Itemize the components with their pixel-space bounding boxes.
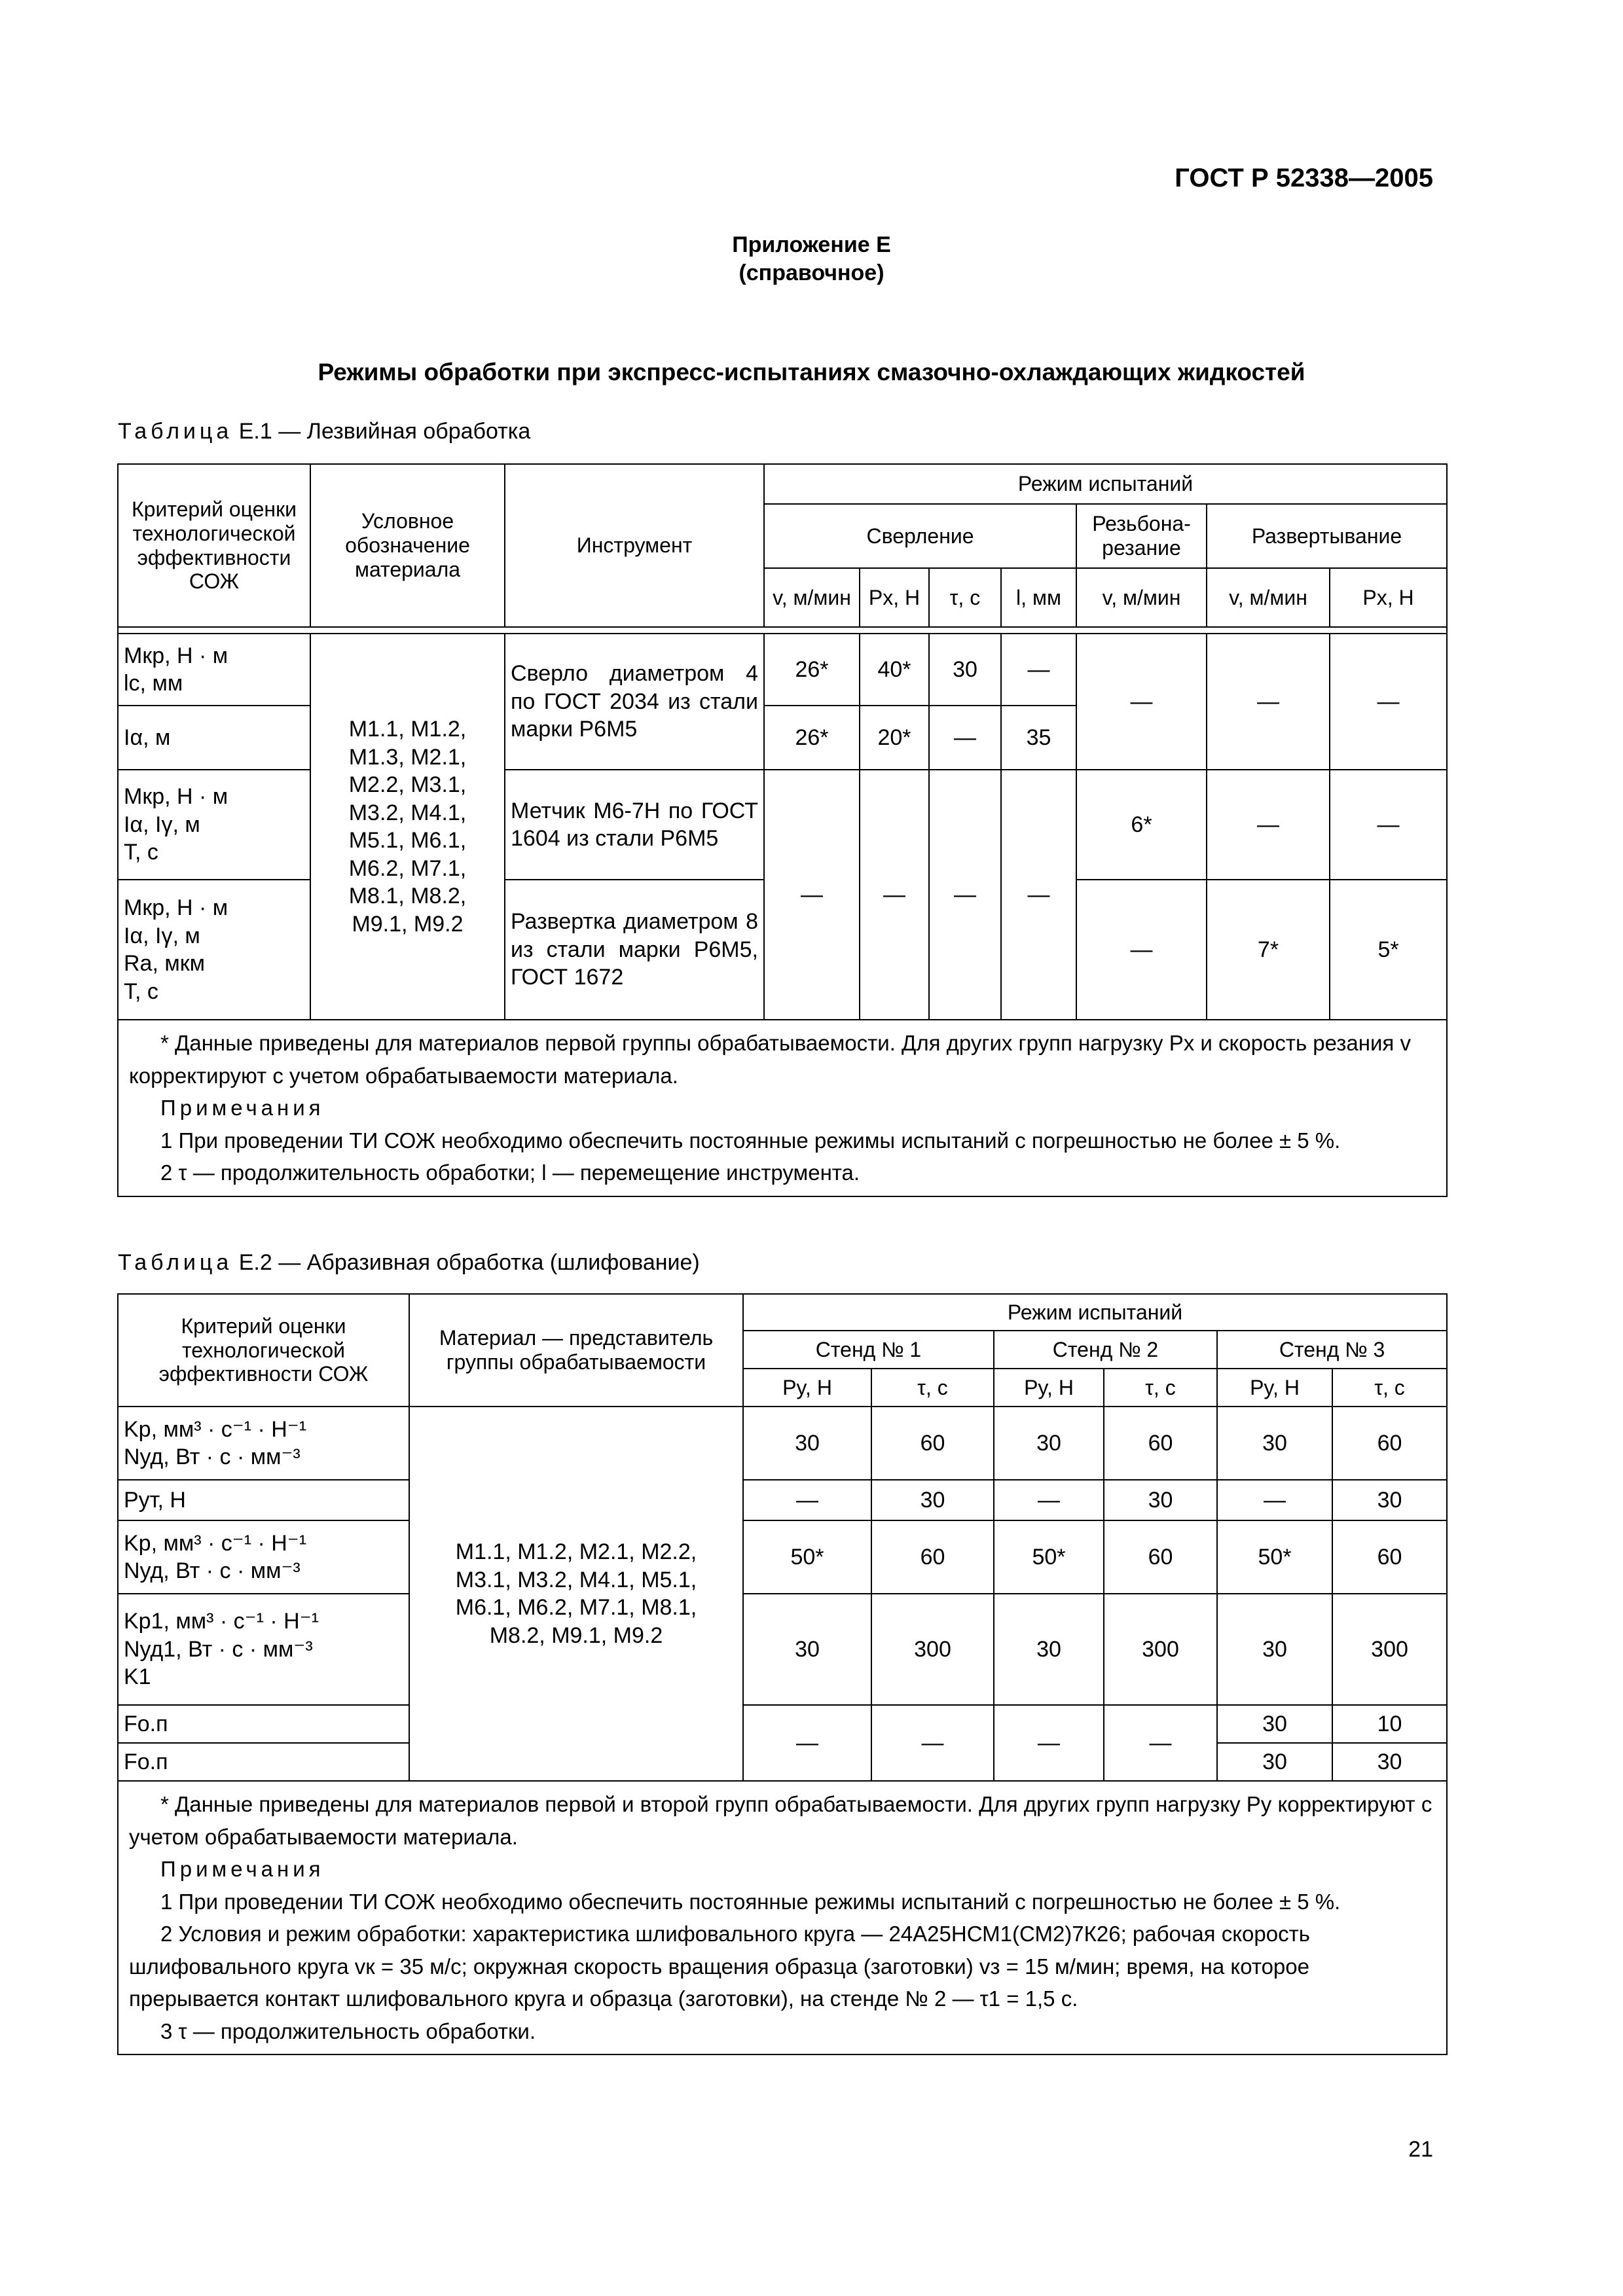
t1-value: — [1076, 880, 1207, 1020]
t2-value: 60 [871, 1520, 994, 1594]
t2-criterion: Fо.п [124, 1711, 168, 1736]
t1-col-header: l, мм [1001, 568, 1076, 627]
t2-value: 30 [1217, 1743, 1332, 1781]
page-number: 21 [1408, 2137, 1433, 2162]
t1-value: — [1207, 770, 1330, 880]
t1-value: — [1330, 770, 1447, 880]
t1-criterion: Mкр, Н · м [124, 784, 228, 810]
t2-header-material: Материал — представитель группы обрабатываемости [409, 1294, 743, 1407]
t2-value: 30 [871, 1480, 994, 1520]
t2-value: — [1217, 1480, 1332, 1520]
t1-criterion: Ra, мкм [124, 951, 205, 976]
t1-notes-block [118, 1020, 1447, 1196]
t1-value: — [929, 706, 1001, 770]
t1-value: 20* [860, 706, 929, 770]
t1-footnote: * Данные приведены для материалов первой группы обрабатываемости. Для других групп нагрузку Px и скорость резания v корректируют с учетом обрабатываемости материала. [129, 1031, 1411, 1088]
t1-header-threading: Резьбона-резание [1076, 504, 1207, 568]
t2-notes-title: Примечания [160, 1857, 325, 1881]
t2-value: — [743, 1705, 871, 1781]
t2-value: 30 [1332, 1480, 1447, 1520]
t2-value: 60 [1104, 1407, 1217, 1480]
t1-col-header: τ, с [929, 568, 1001, 627]
document-code: ГОСТ Р 52338—2005 [1175, 164, 1433, 192]
t1-header-mode: Режим испытаний [764, 464, 1447, 504]
t1-header-tool: Инструмент [505, 464, 764, 627]
t1-criterion: Mкр, Н · м [124, 643, 228, 668]
t2-criteria-cell [118, 1743, 409, 1781]
t2-col-header: τ, с [1104, 1369, 1217, 1407]
t2-value: 50* [743, 1520, 871, 1594]
t2-col-header: τ, с [871, 1369, 994, 1407]
t1-criterion: lс, мм [124, 671, 183, 696]
t1-header-material: Условное обозначение материала [310, 464, 505, 627]
t2-col-header: Py, Н [743, 1369, 871, 1407]
t2-value: — [1104, 1705, 1217, 1781]
t2-value: 50* [994, 1520, 1104, 1594]
table1-caption-prefix: Таблица [118, 419, 233, 444]
t2-value: 30 [1217, 1705, 1332, 1743]
t1-tool-tap: Метчик М6-7Н по ГОСТ 1604 из стали Р6М5 [505, 770, 764, 880]
t1-criterion: T, с [124, 840, 158, 865]
t1-value: 5* [1330, 880, 1447, 1020]
t1-header-reaming: Развертывание [1207, 504, 1447, 568]
t1-col-header: v, м/мин [1076, 568, 1207, 627]
t1-tool-reamer: Развертка диаметром 8 из стали марки Р6М5, ГОСТ 1672 [505, 880, 764, 1020]
t1-criteria-cell [118, 634, 310, 706]
t2-header-criterion: Критерий оценки технологической эффективности СОЖ [118, 1294, 409, 1407]
t2-criterion: Kр, мм³ · с⁻¹ · Н⁻¹ [124, 1530, 307, 1556]
table1-caption [118, 419, 530, 444]
t2-value: 60 [1332, 1407, 1447, 1480]
t1-col-header: Px, Н [860, 568, 929, 627]
t2-note: 3 τ — продолжительность обработки. [160, 2018, 536, 2043]
t2-footnote: * Данные приведены для материалов первой и второй групп обрабатываемости. Для других групп нагрузку Py корректируют с учетом обрабатываемости материала. [129, 1792, 1432, 1849]
t2-criteria-cell [118, 1520, 409, 1594]
t2-value: 10 [1332, 1705, 1447, 1743]
t2-notes-block [118, 1781, 1447, 2054]
t2-criterion: Kр1, мм³ · с⁻¹ · Н⁻¹ [124, 1609, 319, 1634]
t2-value: 30 [994, 1407, 1104, 1480]
t1-value: 6* [1076, 770, 1207, 880]
t2-criteria-cell [118, 1594, 409, 1705]
t2-col-header: Py, Н [1217, 1369, 1332, 1407]
t2-value: 30 [1332, 1743, 1447, 1781]
t1-note: 1 При проведении ТИ СОЖ необходимо обеспечить постоянные режимы испытаний с погрешностью не более ± 5 %. [160, 1128, 1341, 1153]
t2-value: 30 [743, 1594, 871, 1705]
t1-notes-title: Примечания [160, 1096, 325, 1120]
t2-criteria-cell [118, 1407, 409, 1480]
t2-value: 300 [1104, 1594, 1217, 1705]
t2-header-stand: Стенд № 1 [743, 1331, 994, 1369]
annex-title: Приложение Е [732, 232, 891, 257]
t2-header-mode: Режим испытаний [743, 1294, 1447, 1331]
t2-value: 30 [743, 1407, 871, 1480]
t1-header-drilling: Сверление [764, 504, 1076, 568]
t1-criterion: Mкр, Н · м [124, 895, 228, 920]
t2-criterion: Fо.п [124, 1749, 168, 1774]
t2-value: 60 [1332, 1520, 1447, 1594]
t2-materials: М1.1, М1.2, М2.1, М2.2, М3.1, М3.2, М4.1, М5.1, М6.1, М6.2, М7.1, М8.1, М8.2, М9.1, М9.2 [409, 1407, 743, 1781]
t1-value: — [1001, 770, 1076, 1020]
t2-criterion: Nуд1, Вт · с · мм⁻³ [124, 1636, 313, 1662]
t2-criterion: K1 [124, 1664, 151, 1690]
t1-note: 2 τ — продолжительность обработки; l — перемещение инструмента. [160, 1160, 860, 1185]
t2-col-header: τ, с [1332, 1369, 1447, 1407]
t2-value: 60 [871, 1407, 994, 1480]
t1-value: — [929, 770, 1001, 1020]
t2-header-stand: Стенд № 3 [1217, 1331, 1447, 1369]
t1-tool-drill: Сверло диаметром 4 по ГОСТ 2034 из стали марки Р6М5 [505, 634, 764, 770]
t2-value: — [743, 1480, 871, 1520]
t1-header-criterion: Критерий оценки технологической эффективности СОЖ [118, 464, 310, 627]
t1-col-header: v, м/мин [764, 568, 860, 627]
section-title: Режимы обработки при экспресс-испытаниях смазочно-охлаждающих жидкостей [318, 359, 1305, 386]
t2-value: 30 [1104, 1480, 1217, 1520]
t1-criterion: Iα, Iγ, м [124, 812, 200, 837]
t2-header-stand: Стенд № 2 [994, 1331, 1217, 1369]
table2-caption-prefix: Таблица [118, 1250, 233, 1275]
t1-col-header: v, м/мин [1207, 568, 1330, 627]
t2-note: 1 При проведении ТИ СОЖ необходимо обеспечить постоянные режимы испытаний с погрешностью не более ± 5 %. [160, 1889, 1341, 1914]
t2-value: — [994, 1705, 1104, 1781]
t1-criterion: T, с [124, 978, 158, 1004]
t2-criterion: Pут, Н [124, 1487, 186, 1513]
t2-criterion: Nуд, Вт · с · мм⁻³ [124, 1558, 301, 1583]
t2-value: 300 [1332, 1594, 1447, 1705]
t1-materials: М1.1, М1.2, М1.3, М2.1, М2.2, М3.1, М3.2, М4.1, М5.1, М6.1, М6.2, М7.1, М8.1, М8.2, М9.1, М9.2 [310, 634, 505, 1020]
t2-value: — [994, 1480, 1104, 1520]
t1-value: — [1207, 634, 1330, 770]
t2-criterion: Nуд, Вт · с · мм⁻³ [124, 1444, 301, 1469]
table2-caption-text: Е.2 — Абразивная обработка (шлифование) [232, 1250, 700, 1275]
t1-criteria-cell [118, 706, 310, 770]
t2-criterion: Kр, мм³ · с⁻¹ · Н⁻¹ [124, 1416, 307, 1442]
t1-criteria-cell [118, 770, 310, 880]
t1-value: — [1076, 634, 1207, 770]
t2-value: 30 [1217, 1594, 1332, 1705]
t1-value: 26* [764, 706, 860, 770]
annex-status: (справочное) [739, 260, 884, 285]
t1-criteria-cell [118, 880, 310, 1020]
t2-value: 300 [871, 1594, 994, 1705]
t2-value: 60 [1104, 1520, 1217, 1594]
t1-criterion: Iα, Iγ, м [124, 923, 200, 948]
t1-value: 40* [860, 634, 929, 706]
t2-value: — [871, 1705, 994, 1781]
t1-value: — [1330, 634, 1447, 770]
table-e2 [117, 1293, 1448, 2055]
t1-value: — [764, 770, 860, 1020]
table-e1 [117, 463, 1448, 1197]
t1-col-header: Px, Н [1330, 568, 1447, 627]
t2-criteria-cell [118, 1705, 409, 1743]
t2-value: 30 [1217, 1407, 1332, 1480]
t2-note: 2 Условия и режим обработки: характеристика шлифовального круга — 24А25НСМ1(СМ2)7К26; рабочая скорость шлифовального круга vк = 35 м/с; окружная скорость вращения образца (заготовки) vз = 15 м/мин; время, на которое прерывается контакт шлифовального круга и образца (заготовки), на стенде № 2 — τ1 = 1,5 с. [129, 1922, 1310, 2011]
t1-value: 30 [929, 634, 1001, 706]
t1-criterion: Iα, м [124, 725, 171, 750]
table1-caption-text: Е.1 — Лезвийная обработка [232, 419, 531, 444]
t1-value: — [1001, 634, 1076, 706]
t1-value: 7* [1207, 880, 1330, 1020]
t2-value: 30 [994, 1594, 1104, 1705]
t2-value: 50* [1217, 1520, 1332, 1594]
t2-criteria-cell [118, 1480, 409, 1520]
t2-col-header: Py, Н [994, 1369, 1104, 1407]
t1-value: 35 [1001, 706, 1076, 770]
t1-value: — [860, 770, 929, 1020]
t1-value: 26* [764, 634, 860, 706]
table2-caption [118, 1250, 700, 1276]
